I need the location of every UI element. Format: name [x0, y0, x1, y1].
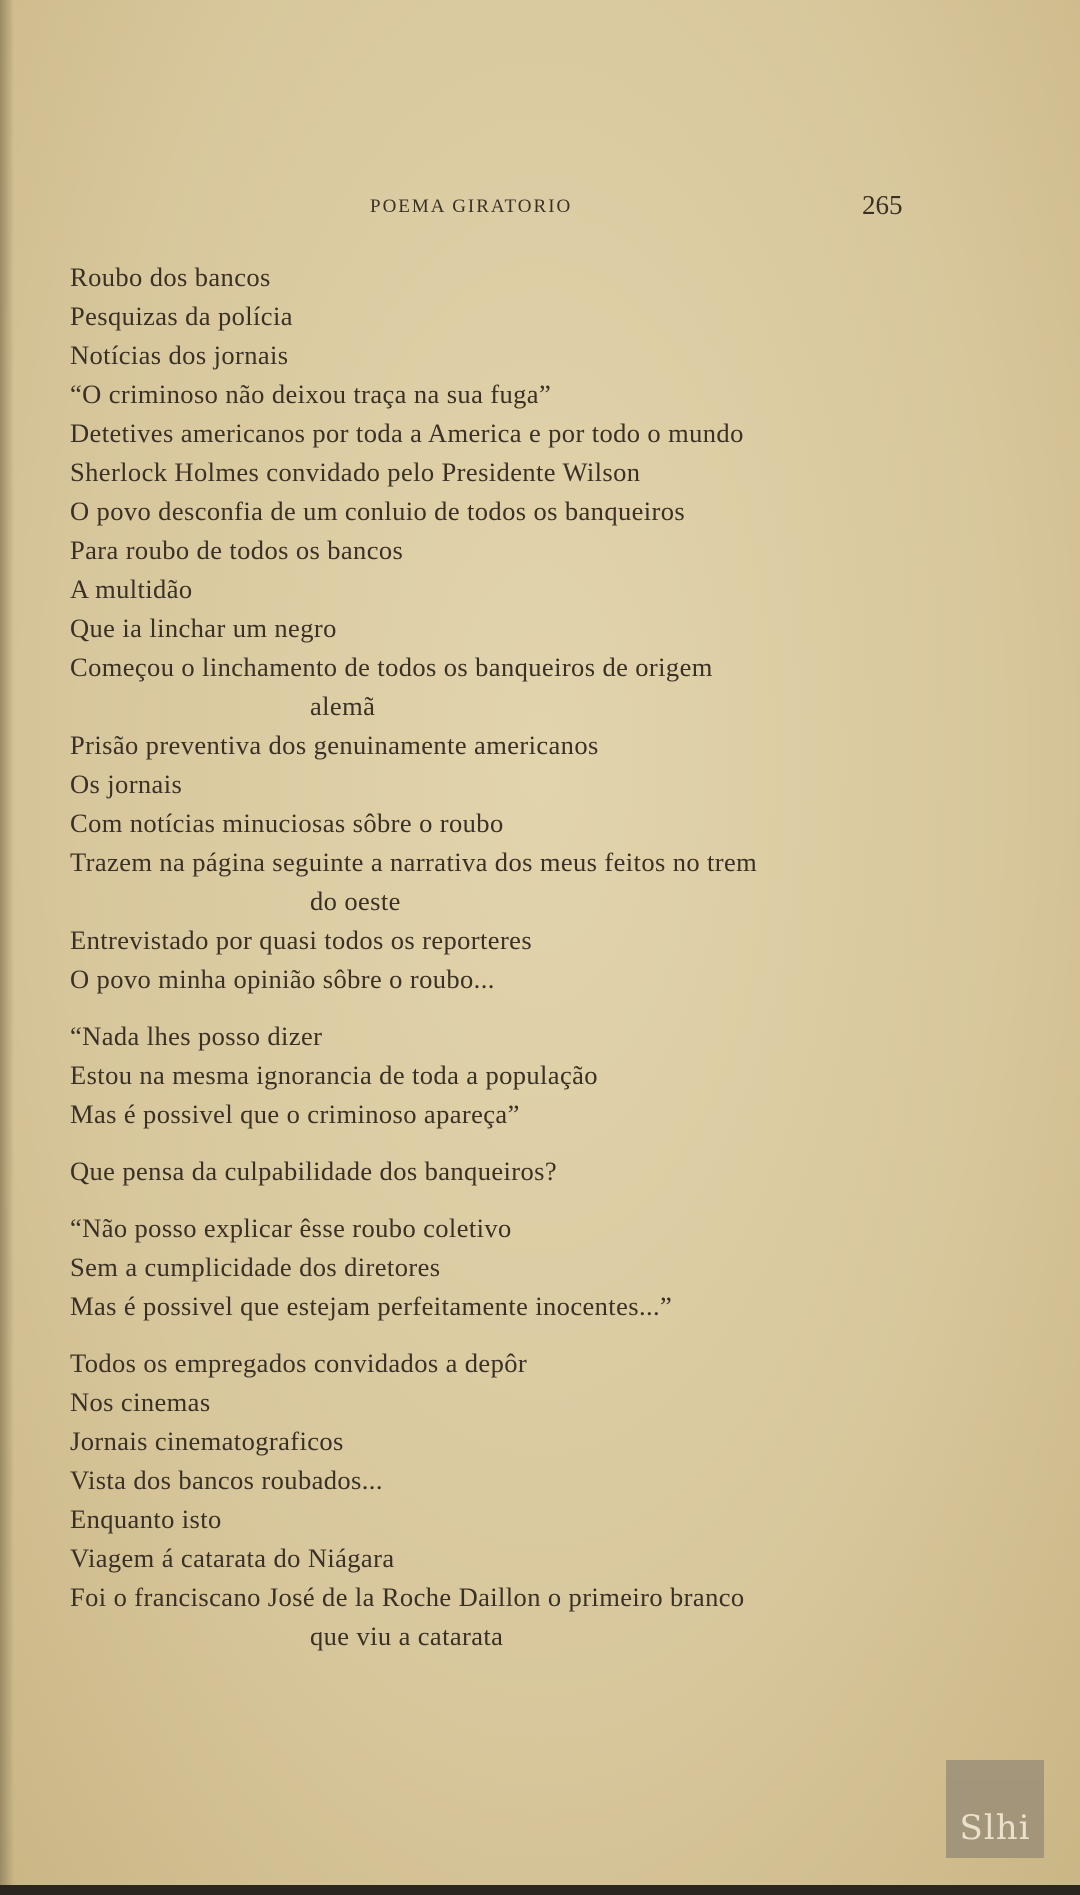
poem-line: Sem a cumplicidade dos diretores	[70, 1252, 441, 1282]
page-bottom-edge	[0, 1885, 1080, 1895]
poem-line: Viagem á catarata do Niágara	[70, 1543, 395, 1573]
poem-line: Com notícias minuciosas sôbre o roubo	[70, 808, 504, 838]
stanza-gap	[70, 1191, 950, 1209]
poem-line: Trazem na página seguinte a narrativa dos meus feitos no trem	[70, 847, 758, 877]
poem-line: Notícias dos jornais	[70, 340, 289, 370]
poem-line: Os jornais	[70, 769, 183, 799]
poem-line: Sherlock Holmes convidado pelo Presidente Wilson	[70, 457, 641, 487]
poem-line: Estou na mesma ignorancia de toda a população	[70, 1060, 598, 1090]
running-title: POEMA GIRATORIO	[370, 196, 573, 217]
poem-line: Começou o linchamento de todos os banqueiros de origem	[70, 652, 713, 682]
poem-line: O povo desconfia de um conluio de todos os banqueiros	[70, 496, 686, 526]
poem-line: Que ia linchar um negro	[70, 613, 337, 643]
poem-line-continuation: alemã	[310, 691, 376, 721]
poem-line: Nos cinemas	[70, 1387, 211, 1417]
poem-line: Foi o franciscano José de la Roche Daillon o primeiro branco	[70, 1582, 745, 1612]
poem-line: Que pensa da culpabilidade dos banqueiros?	[70, 1156, 558, 1186]
stanza-gap	[70, 1326, 950, 1344]
poem-line: O povo minha opinião sôbre o roubo...	[70, 964, 495, 994]
poem-text	[70, 258, 950, 1656]
page-edge-shadow	[0, 0, 14, 1895]
poem-line: Enquanto isto	[70, 1504, 222, 1534]
poem-line: Detetives americanos por toda a America e por todo o mundo	[70, 418, 744, 448]
poem-line: Mas é possivel que estejam perfeitamente inocentes...”	[70, 1291, 673, 1321]
page-number: 265	[862, 190, 903, 220]
poem-line-continuation: que viu a catarata	[310, 1621, 504, 1651]
poem-line: A multidão	[70, 574, 193, 604]
poem-line-continuation: do oeste	[310, 886, 401, 916]
library-stamp-text: Slhi	[959, 1808, 1031, 1848]
poem-line: Prisão preventiva dos genuinamente americanos	[70, 730, 599, 760]
poem-line: Pesquizas da polícia	[70, 301, 293, 331]
poem-line: Roubo dos bancos	[70, 262, 271, 292]
poem-line: Jornais cinematograficos	[70, 1426, 344, 1456]
poem-line: “Não posso explicar êsse roubo coletivo	[70, 1213, 512, 1243]
poem-line: Vista dos bancos roubados...	[70, 1465, 383, 1495]
page-header	[0, 190, 1080, 230]
library-stamp-logo	[946, 1760, 1044, 1858]
stanza-gap	[70, 1134, 950, 1152]
poem-line: Todos os empregados convidados a depôr	[70, 1348, 528, 1378]
poem-line: Mas é possivel que o criminoso apareça”	[70, 1099, 520, 1129]
poem-line: “Nada lhes posso dizer	[70, 1021, 323, 1051]
poem-line: Entrevistado por quasi todos os reporteres	[70, 925, 533, 955]
poem-line: “O criminoso não deixou traça na sua fuga”	[70, 379, 552, 409]
poem-line: Para roubo de todos os bancos	[70, 535, 404, 565]
stanza-gap	[70, 999, 950, 1017]
